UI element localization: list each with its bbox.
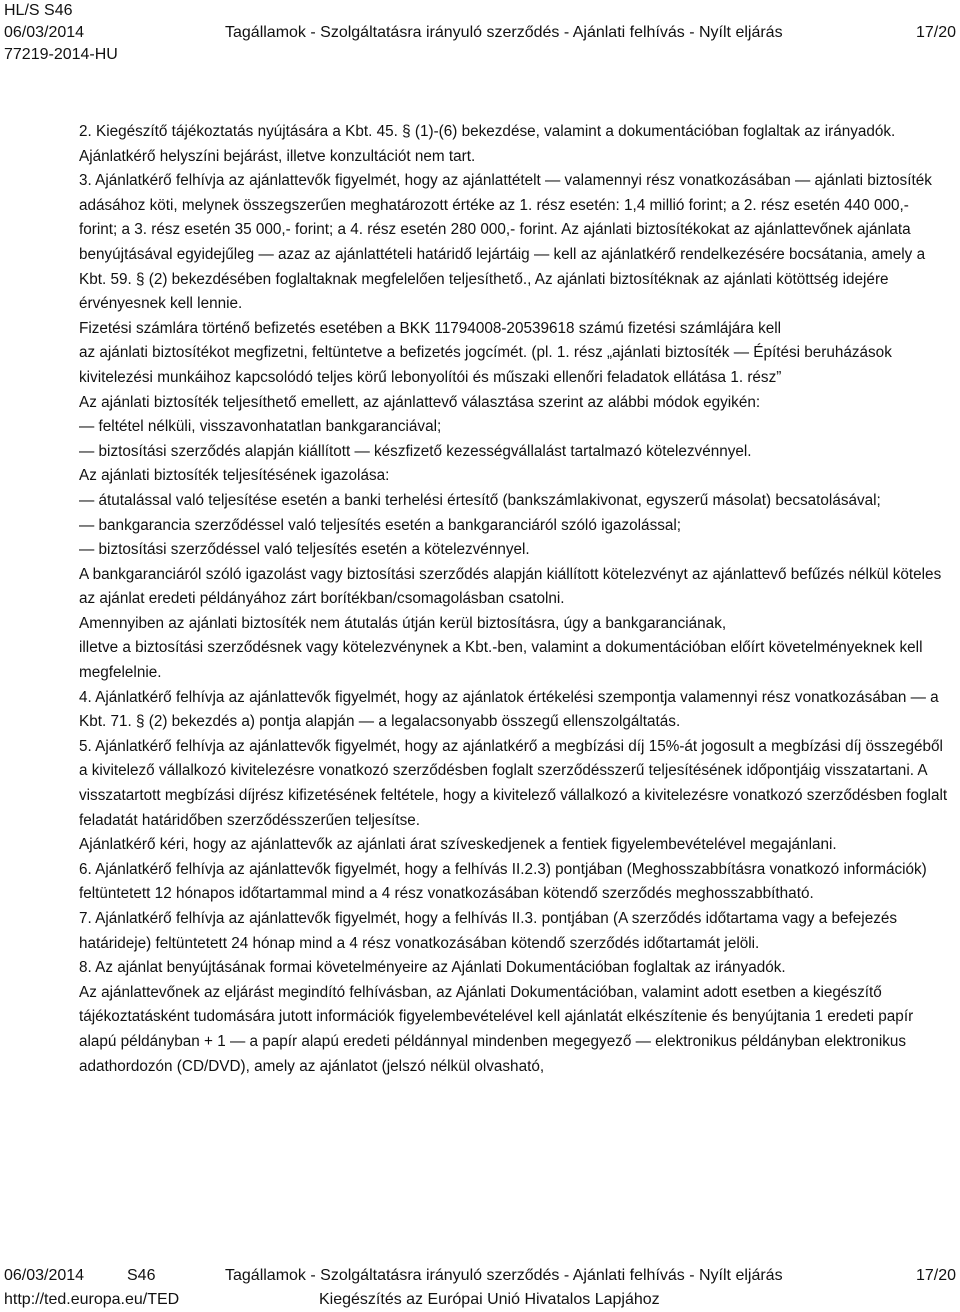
paragraph: Az ajánlati biztosíték teljesítésének igazolása:: [79, 467, 390, 485]
list-item: — feltétel nélküli, visszavonhatatlan bankgaranciával;: [79, 418, 442, 436]
list-item: — biztosítási szerződéssel való teljesítés esetén a kötelezvénnyel.: [79, 541, 530, 559]
list-item: — átutalással való teljesítése esetén a banki terhelési értesítő (bankszámlakivonat, egyszerű másolat) becsatolásával;: [79, 491, 881, 509]
paragraph: 2. Kiegészítő tájékoztatás nyújtására a Kbt. 45. § (1)-(6) bekezdése, valamint a dokumentációban foglaltak az irányadók. Ajánlatkérő helyszíni bejárást, illetve konzultációt nem tart.: [79, 123, 896, 165]
page-footer: [4, 1264, 956, 1312]
paragraph: 7. Ajánlatkérő felhívja az ajánlattevők figyelmét, hogy a felhívás II.3. pontjában (A szerződés időtartama vagy a befejezés határideje) feltüntetett 24 hónap mind a 4 rész vonatkozásában kötendő szerződés időtartamát jelöli.: [79, 910, 898, 952]
footer-url[interactable]: http://ted.europa.eu/TED: [4, 1291, 180, 1308]
paragraph: az ajánlati biztosítékot megfizetni, feltüntetve a befizetés jogcímét. (pl. 1. rész „ajánlati biztosíték — Építési beruházások kivitelezési munkáihoz kapcsolódó teljes körű lebonyolítói és műszaki ellenőri feladatok ellátása 1. rész”: [79, 344, 892, 386]
footer-code: S46: [127, 1267, 156, 1284]
footer-date: 06/03/2014: [4, 1267, 85, 1284]
footer-title: Tagállamok - Szolgáltatásra irányuló szerződés - Ajánlati felhívás - Nyílt eljárás: [225, 1267, 783, 1284]
paragraph: 3. Ajánlatkérő felhívja az ajánlattevők figyelmét, hogy az ajánlattételt — valamennyi rész vonatkozásában — ajánlati biztosíték adásához köti, melynek összegszerűen meghatározott értéke az 1. rész esetén: 1,4 millió forint; a 2. rész esetén 440 000,- forint; a 3. rész esetén 35 000,- forint; a 4. rész esetén 280 000,- forint. Az ajánlati biztosítékokat az ajánlattevőnek ajánlata benyújtásával egyidejűleg — azaz az ajánlattételi határidő lejártáig — kell az ajánlatkérő rendelkezésére bocsátania, amely a Kbt. 59. § (2) bekezdésében foglaltaknak megfelelően teljesíthető., Az ajánlati biztosítéknak az ajánlati kötöttség idejére érvényesnek kell lennie.: [79, 172, 932, 313]
paragraph: illetve a biztosítási szerződésnek vagy kötelezvénynek a Kbt.-ben, valamint a dokumentációban előírt követelményeknek kell megfelelnie.: [79, 639, 923, 682]
paragraph: 5. Ajánlatkérő felhívja az ajánlattevők figyelmét, hogy az ajánlatkérő a megbízási díj 15%-át jogosult a megbízási díj összegéből a kivitelező vállalkozó kivitelezésre vonatkozó szerződésben foglalt szerződésszerű teljesítésének időpontjáig visszatartani. A visszatartott megbízási díjrész kifizetésének feltétele, hogy a kivitelező vállalkozó a kivitelezésre vonatkozó szerződésben foglalt feladatát határidőben szerződésszerűen teljesítse.: [79, 737, 948, 829]
page-header: [4, 0, 956, 66]
header-page-number: 17/20: [915, 24, 956, 41]
header-date: 06/03/2014: [4, 24, 85, 41]
paragraph: Az ajánlati biztosíték teljesíthető emellett, az ajánlattevő választása szerint az alábbi módok egyikén:: [79, 393, 761, 411]
paragraph: A bankgaranciáról szóló igazolást vagy biztosítási szerződés alapján kiállított kötelezvényt az ajánlattevő befűzés nélkül köteles az ajánlat eredeti példányához zárt borítékban/csomagolásban csatolni.: [79, 565, 942, 608]
header-row-1: [4, 0, 956, 22]
paragraph: 6. Ajánlatkérő felhívja az ajánlattevők figyelmét, hogy a felhívás II.2.3) pontjában (Meghosszabbításra vonatkozó információk) feltüntetett 12 hónapos időtartammal mind a 4 rész vonatkozásában kötendő szerződés meghosszabbítható.: [79, 860, 927, 903]
paragraph: Amennyiben az ajánlati biztosíték nem átutalás útján kerül biztosításra, úgy a bankgaranciának,: [79, 614, 727, 632]
footer-subtitle: Kiegészítés az Európai Unió Hivatalos Lapjához: [319, 1291, 660, 1308]
header-row-3: [4, 44, 956, 66]
paragraph: Az ajánlattevőnek az eljárást megindító felhívásban, az Ajánlati Dokumentációban, valamint adott esetben a kiegészítő tájékoztatásként tudomására jutott információk figyelembevételével kell ajánlatát elkészítenie és benyújtania 1 eredeti papír alapú példányban + 1 — a papír alapú eredeti példánnyal mindenben megegyező — elektronikus példányban elektronikus adathordozón (CD/DVD), amely az ajánlatot (jelszó nélkül olvasható,: [79, 983, 914, 1075]
footer-row-2: [4, 1288, 956, 1312]
paragraph: Ajánlatkérő kéri, hogy az ajánlattevők az ajánlati árat szíveskedjenek a fentiek figyelembevételével megajánlani.: [79, 836, 837, 854]
list-item: — bankgarancia szerződéssel való teljesítés esetén a bankgaranciáról szóló igazolással;: [79, 516, 682, 534]
list-item: — biztosítási szerződés alapján kiállított — készfizető kezességvállalást tartalmazó kötelezvénnyel.: [79, 442, 752, 460]
paragraph: 4. Ajánlatkérő felhívja az ajánlattevők figyelmét, hogy az ajánlatok értékelési szempontja valamennyi rész vonatkozásában — a Kbt. 71. § (2) bekezdés a) pontja alapján — a legalacsonyabb összegű ellenszolgáltatás.: [79, 688, 939, 731]
paragraph: Fizetési számlára történő befizetés esetében a BKK 11794008-20539618 számú fizetési számlájára kell: [79, 319, 782, 337]
header-code: HL/S S46: [4, 2, 73, 19]
header-row-2: [4, 22, 956, 44]
document-body: [79, 120, 951, 1079]
footer-page-number: 17/20: [915, 1267, 956, 1284]
header-title: Tagállamok - Szolgáltatásra irányuló szerződés - Ajánlati felhívás - Nyílt eljárás: [225, 24, 783, 41]
paragraph: 8. Az ajánlat benyújtásának formai követelményeire az Ajánlati Dokumentációban foglaltak az irányadók.: [79, 959, 786, 977]
header-reference: 77219-2014-HU: [4, 46, 118, 63]
footer-row-1: [4, 1264, 956, 1288]
